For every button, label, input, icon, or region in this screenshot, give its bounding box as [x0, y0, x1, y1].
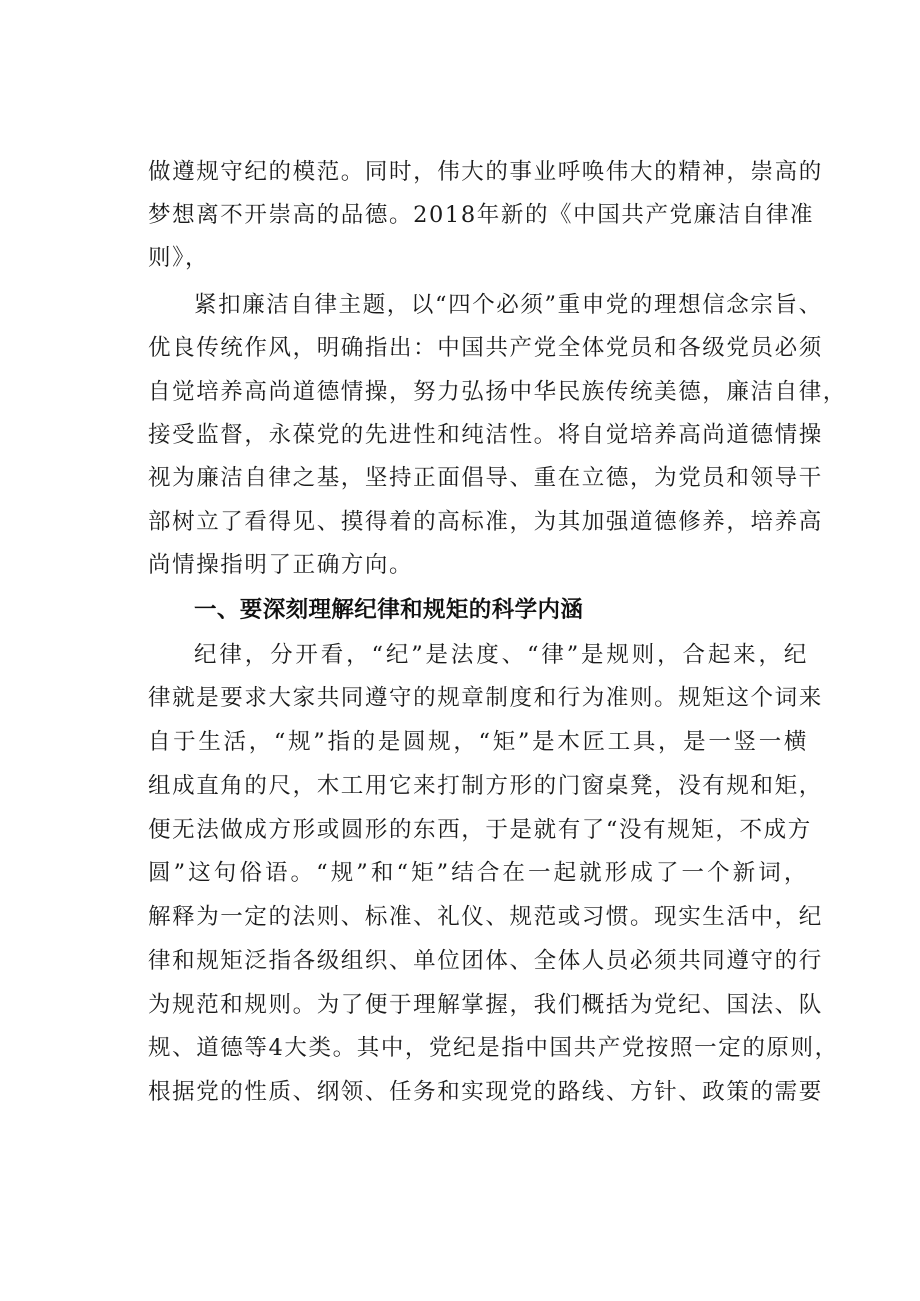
text-line: 优良传统作风，明确指出：中国共产党全体党员和各级党员必须 [148, 335, 823, 361]
paragraph-first-line: 纪律，分开看，“纪”是法度、“律”是规则，合起来，纪 [194, 642, 808, 668]
text-line: 接受监督，永葆党的先进性和纯洁性。将自觉培养高尚道德情操 [148, 422, 823, 448]
text-line: 便无法做成方形或圆形的东西，于是就有了“没有规矩，不成方 [148, 817, 812, 843]
text-line: 根据党的性质、纲领、任务和实现党的路线、方针、政策的需要 [148, 1079, 823, 1105]
text-line: 则》， [148, 245, 210, 271]
paragraph-first-line: 紧扣廉洁自律主题，以“四个必须”重申党的理想信念宗旨、 [194, 292, 823, 318]
text-line: 圆”这句俗语。“规”和“矩”结合在一起就形成了一个新词， [148, 860, 808, 886]
text-line: 梦想离不开崇高的品德。2018年新的《中国共产党廉洁自律准 [148, 202, 815, 228]
text-line: 律就是要求大家共同遵守的规章制度和行为准则。规矩这个词来 [148, 685, 823, 711]
text-line: 解释为一定的法则、标准、礼仪、规范或习惯。现实生活中，纪 [148, 904, 823, 930]
text-line: 部树立了看得见、摸得着的高标准，为其加强道德修养，培养高 [148, 509, 823, 535]
section-heading: 一、要深刻理解纪律和规矩的科学内涵 [194, 597, 584, 623]
text-line: 自于生活，“规”指的是圆规，“矩”是木匠工具，是一竖一横 [148, 729, 808, 755]
text-line: 组成直角的尺，木工用它来打制方形的门窗桌凳，没有规和矩， [148, 773, 823, 799]
text-line: 规、道德等4大类。其中，党纪是指中国共产党按照一定的原则， [148, 1035, 839, 1061]
text-line: 自觉培养高尚道德情操，努力弘扬中华民族传统美德，廉洁自律， [148, 379, 847, 405]
text-line: 尚情操指明了正确方向。 [148, 552, 414, 578]
text-line: 视为廉洁自律之基，坚持正面倡导、重在立德，为党员和领导干 [148, 465, 823, 491]
text-line: 做遵规守纪的模范。同时，伟大的事业呼唤伟大的精神，崇高的 [148, 159, 823, 185]
text-line: 律和规矩泛指各级组织、单位团体、全体人员必须共同遵守的行 [148, 948, 823, 974]
text-line: 为规范和规则。为了便于理解掌握，我们概括为党纪、国法、队 [148, 992, 823, 1018]
